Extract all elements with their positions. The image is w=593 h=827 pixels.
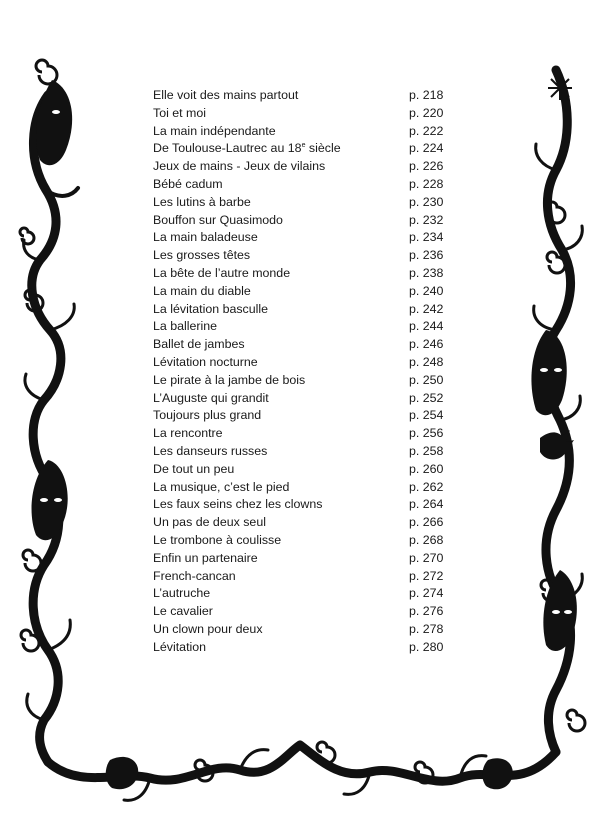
toc-entry: [153, 425, 453, 443]
table-of-contents: [153, 87, 453, 657]
toc-entry-title: [153, 283, 251, 301]
toc-entry-title-text: La main du diable: [153, 283, 251, 298]
toc-entry: [153, 318, 453, 336]
spiral-icon: [23, 550, 41, 571]
toc-entry: [153, 283, 453, 301]
toc-entry-title: [153, 603, 213, 621]
toc-entry-title-suffix: siècle: [305, 141, 341, 156]
toc-entry-title: [153, 532, 281, 550]
toc-entry-title: [153, 140, 341, 158]
toc-entry-title: [153, 247, 250, 265]
toc-entry-title: [153, 336, 245, 354]
toc-entry-title: [153, 176, 223, 194]
toc-entry-title-text: Toi et moi: [153, 105, 207, 120]
toc-entry: [153, 87, 453, 105]
toc-entry-title: [153, 407, 261, 425]
toc-entry-page-number: p. 266: [409, 515, 444, 530]
toc-entry-title: [153, 123, 276, 141]
toc-entry-page-number: p. 280: [409, 639, 444, 654]
toc-entry-title-text: Enfin un partenaire: [153, 550, 258, 565]
toc-entry-title-text: Bébé cadum: [153, 176, 223, 191]
toc-entry: [153, 532, 453, 550]
toc-entry: [153, 568, 453, 586]
toc-entry-page-number: p. 270: [409, 550, 444, 565]
toc-entry-page-number: p. 250: [409, 372, 444, 387]
toc-entry-page-number: p. 278: [409, 621, 444, 636]
toc-entry-title: [153, 568, 236, 586]
toc-entry: [153, 354, 453, 372]
toc-entry-page-number: p. 222: [409, 123, 444, 138]
toc-entry: [153, 123, 453, 141]
toc-entry-title: [153, 87, 298, 105]
toc-entry-page-number: p. 276: [409, 604, 444, 619]
toc-entry-page-number: p. 224: [409, 141, 444, 156]
toc-entry-page-number: p. 220: [409, 105, 444, 120]
toc-entry-page-number: p. 246: [409, 337, 444, 352]
toc-entry: [153, 301, 453, 319]
toc-entry-page-number: p. 254: [409, 408, 444, 423]
toc-entry-title-text: L’autruche: [153, 586, 211, 601]
toc-entry-page-number: p. 262: [409, 479, 444, 494]
toc-entry-title-text: Lévitation: [153, 639, 207, 654]
toc-entry-title: [153, 318, 217, 336]
toc-entry-page-number: p. 272: [409, 568, 444, 583]
mask-face-icon: [36, 80, 72, 165]
toc-entry-title-text: La main baladeuse: [153, 230, 258, 245]
spiral-icon: [567, 710, 585, 731]
toc-entry-title: [153, 585, 210, 603]
toc-entry-title-text: Les danseurs russes: [153, 443, 268, 458]
toc-entry: [153, 194, 453, 212]
toc-entry-title: [153, 212, 283, 230]
toc-entry-title: [153, 550, 258, 568]
spiral-icon: [36, 60, 57, 84]
toc-entry-title-text: La bête de l’autre monde: [153, 265, 291, 280]
toc-entry-title: [153, 158, 325, 176]
profile-face-icon: [482, 758, 512, 789]
toc-entry-page-number: p. 236: [409, 248, 444, 263]
toc-entry-page-number: p. 238: [409, 265, 444, 280]
toc-entry-page-number: p. 264: [409, 497, 444, 512]
toc-entry-title-text: Un clown pour deux: [153, 621, 263, 636]
toc-entry-title-text: French-cancan: [153, 568, 236, 583]
toc-entry-title: [153, 443, 267, 461]
toc-entry-page-number: p. 256: [409, 426, 444, 441]
toc-entry-page-number: p. 226: [409, 159, 444, 174]
toc-entry-page-number: p. 228: [409, 176, 444, 191]
toc-entry: [153, 390, 453, 408]
toc-entry: [153, 212, 453, 230]
toc-entry: [153, 140, 453, 158]
toc-entry-title-text: Lévitation nocturne: [153, 354, 258, 369]
toc-entry: [153, 372, 453, 390]
toc-entry-title-text: Les faux seins chez les clowns: [153, 497, 323, 512]
toc-entry-title-text: L’Auguste qui grandit: [153, 390, 269, 405]
toc-entry-page-number: p. 268: [409, 532, 444, 547]
toc-entry: [153, 514, 453, 532]
toc-entry-title-text: La musique, c’est le pied: [153, 479, 290, 494]
toc-entry-title: [153, 301, 268, 319]
toc-entry: [153, 603, 453, 621]
toc-entry-title: [153, 265, 290, 283]
toc-entry-page-number: p. 234: [409, 230, 444, 245]
toc-entry: [153, 479, 453, 497]
toc-entry: [153, 247, 453, 265]
toc-entry-title-text: Toujours plus grand: [153, 408, 262, 423]
toc-entry-title-text: De tout un peu: [153, 461, 235, 476]
toc-entry: [153, 496, 453, 514]
toc-entry-title-text: Bouffon sur Quasimodo: [153, 212, 283, 227]
toc-entry-title: [153, 496, 322, 514]
toc-entry-title-text: Ballet de jambes: [153, 337, 245, 352]
toc-entry-title-text: Les grosses têtes: [153, 248, 251, 263]
toc-entry: [153, 176, 453, 194]
toc-entry-page-number: p. 252: [409, 390, 444, 405]
toc-entry: [153, 443, 453, 461]
toc-entry-title: [153, 621, 263, 639]
toc-entry: [153, 229, 453, 247]
toc-entry-title: [153, 425, 223, 443]
toc-entry-title: [153, 514, 266, 532]
toc-entry-page-number: p. 244: [409, 319, 444, 334]
toc-entry-page-number: p. 240: [409, 283, 444, 298]
toc-entry-title: [153, 194, 251, 212]
toc-entry: [153, 158, 453, 176]
toc-entry-title-text: Les lutins à barbe: [153, 194, 251, 209]
toc-entry-title-text: La ballerine: [153, 319, 218, 334]
toc-entry-title: [153, 354, 258, 372]
toc-entry-page-number: p. 274: [409, 586, 444, 601]
toc-entry-page-number: p. 260: [409, 461, 444, 476]
mask-face-icon: [531, 330, 566, 415]
toc-entry-title-superscript: e: [301, 142, 306, 150]
toc-entry-page-number: p. 242: [409, 301, 444, 316]
toc-entry-page-number: p. 258: [409, 443, 444, 458]
toc-entry-title-text: Le pirate à la jambe de bois: [153, 372, 306, 387]
toc-entry-title-text: La rencontre: [153, 426, 223, 441]
toc-entry-title: [153, 461, 234, 479]
toc-entry-title-text: La main indépendante: [153, 123, 276, 138]
toc-entry-title-text: Jeux de mains - Jeux de vilains: [153, 159, 326, 174]
toc-entry: [153, 621, 453, 639]
toc-entry-title: [153, 479, 289, 497]
profile-face-icon: [106, 757, 138, 789]
toc-entry: [153, 639, 453, 657]
toc-entry-title-text: Elle voit des mains partout: [153, 88, 299, 102]
toc-entry-title-text: Le cavalier: [153, 604, 213, 619]
toc-entry: [153, 550, 453, 568]
toc-entry: [153, 407, 453, 425]
toc-entry-title-text: La lévitation basculle: [153, 301, 269, 316]
spiral-icon: [20, 228, 34, 244]
star-flower-icon: [548, 76, 572, 100]
toc-entry-title: [153, 105, 206, 123]
toc-entry-page-number: p. 218: [409, 88, 444, 102]
toc-entry-title: [153, 639, 206, 657]
toc-entry-title-text: Le trombone à coulisse: [153, 532, 282, 547]
toc-entry-page-number: p. 248: [409, 354, 444, 369]
toc-entry: [153, 336, 453, 354]
toc-entry-title: [153, 390, 269, 408]
toc-entry: [153, 461, 453, 479]
toc-entry-title-text: Un pas de deux seul: [153, 515, 266, 530]
toc-entry-title-text: De Toulouse-Lautrec au 18: [153, 141, 302, 156]
toc-entry-title: [153, 372, 305, 390]
toc-entry-title: [153, 229, 258, 247]
toc-entry: [153, 105, 453, 123]
toc-entry-page-number: p. 230: [409, 194, 444, 209]
toc-entry: [153, 265, 453, 283]
toc-entry-page-number: p. 232: [409, 212, 444, 227]
toc-entry: [153, 585, 453, 603]
